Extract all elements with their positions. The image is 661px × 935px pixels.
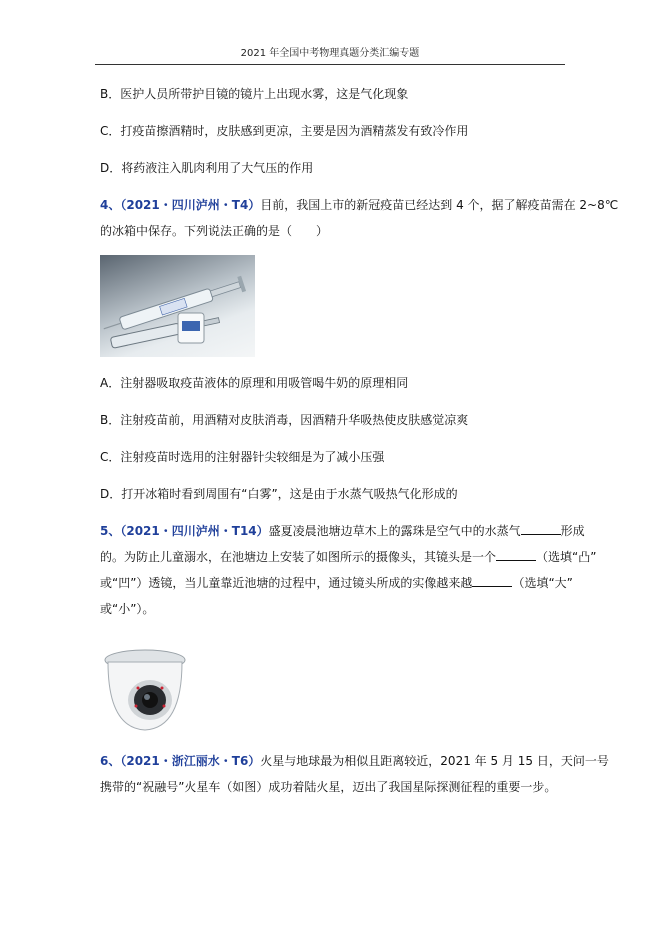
q4-text1: 目前，我国上市的新冠疫苗已经达到 4 个，据了解疫苗需在 2~8℃: [260, 198, 619, 212]
page-header: [95, 44, 565, 65]
camera-image: [100, 638, 190, 738]
q6-stem-line1: [100, 752, 609, 770]
q5-text3b: （选填“大”: [512, 576, 573, 590]
q5-stem-line4: 或“小”）。: [100, 602, 155, 616]
q5-stem-line2: [100, 548, 596, 566]
q4-stem-line2: 的冰箱中保存。下列说法正确的是（ ）: [100, 224, 329, 238]
header-title: 2021 年全国中考物理真题分类汇编专题: [240, 48, 420, 59]
q4-option-c: C．注射疫苗时选用的注射器针尖较细是为了减小压强: [100, 450, 385, 464]
q5-text1b: 形成: [560, 524, 585, 538]
q3-option-d: D．将药液注入肌肉利用了大气压的作用: [100, 161, 314, 175]
q4-option-b: B．注射疫苗前，用酒精对皮肤消毒，因酒精升华吸热使皮肤感觉凉爽: [100, 413, 469, 427]
answer-blank-2: [496, 548, 536, 561]
q3-option-b: B．医护人员所带护目镜的镜片上出现水雾，这是气化现象: [100, 87, 409, 101]
q6-text1: 火星与地球最为相似且距离较近，2021 年 5 月 15 日，天问一号: [260, 754, 609, 768]
q5-source: （2021・四川泸州・T14）: [120, 524, 269, 538]
q5-text2b: （选填“凸”: [536, 550, 597, 564]
q4-stem-line1: [100, 196, 618, 214]
syringe-image: [100, 255, 255, 357]
q5-text3a: 或“凹”）透镜，当儿童靠近池塘的过程中，通过镜头所成的实像越来越: [100, 576, 473, 590]
q5-text1a: 盛夏凌晨池塘边草木上的露珠是空气中的水蒸气: [268, 524, 521, 538]
q5-number: 5、: [100, 524, 121, 538]
q4-source: （2021・四川泸州・T4）: [120, 198, 261, 212]
q4-number: 4、: [100, 198, 121, 212]
q6-source: （2021・浙江丽水・T6）: [120, 754, 261, 768]
q6-stem-line2: 携带的“祝融号”火星车（如图）成功着陆火星，迈出了我国星际探测征程的重要一步。: [100, 780, 557, 794]
q4-option-a: A．注射器吸取疫苗液体的原理和用吸管喝牛奶的原理相同: [100, 376, 409, 390]
q6-number: 6、: [100, 754, 121, 768]
q5-text2a: 的。为防止儿童溺水，在池塘边上安装了如图所示的摄像头，其镜头是一个: [100, 550, 497, 564]
q3-option-c: C．打疫苗擦酒精时，皮肤感到更凉，主要是因为酒精蒸发有致冷作用: [100, 124, 469, 138]
answer-blank-3: [472, 574, 512, 587]
q4-option-d: D．打开冰箱时看到周围有“白雾”，这是由于水蒸气吸热气化形成的: [100, 487, 458, 501]
q5-stem-line3: [100, 574, 573, 592]
q5-stem-line1: [100, 522, 585, 540]
answer-blank-1: [521, 522, 561, 535]
